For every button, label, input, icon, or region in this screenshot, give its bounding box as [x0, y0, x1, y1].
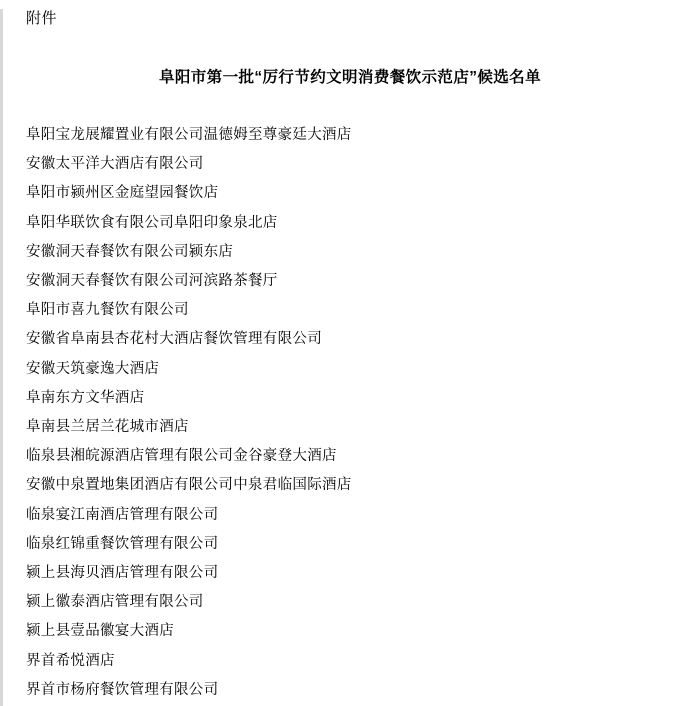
document-page [0, 9, 696, 705]
list-item: 界首希悦酒店 [26, 652, 115, 669]
list-item: 阜南县兰居兰花城市酒店 [26, 419, 189, 436]
page-title: 阜阳市第一批“厉行节约文明消费餐饮示范店”候选名单 [158, 69, 541, 86]
list-item: 阜阳华联饮食有限公司阜阳印象泉北店 [26, 214, 278, 231]
list-item: 安徽省阜南县杏花村大酒店餐饮管理有限公司 [26, 331, 322, 348]
list-item: 颍上县海贝酒店管理有限公司 [26, 565, 219, 582]
list-item: 临泉县湘皖源酒店管理有限公司金谷豪登大酒店 [26, 448, 337, 465]
list-item: 阜阳宝龙展耀置业有限公司温德姆至尊豪廷大酒店 [26, 127, 352, 143]
list-item: 安徽太平洋大酒店有限公司 [26, 156, 204, 173]
list-item: 临泉宴江南酒店管理有限公司 [26, 506, 219, 523]
attachment-label: 附件 [26, 10, 58, 27]
candidate-list [26, 121, 674, 705]
list-item: 临泉红锦重餐饮管理有限公司 [26, 535, 219, 552]
list-item: 安徽天筑豪逸大酒店 [26, 360, 160, 377]
list-item: 安徽中泉置地集团酒店有限公司中泉君临国际酒店 [26, 477, 352, 494]
list-item: 安徽洞天春餐饮有限公司河滨路茶餐厅 [26, 273, 278, 290]
list-item: 安徽洞天春餐饮有限公司颍东店 [26, 243, 234, 260]
list-item: 颍上县壹品徽宴大酒店 [26, 623, 174, 640]
list-item: 界首市杨府餐饮管理有限公司 [26, 681, 219, 698]
list-item: 阜阳市颍州区金庭望园餐饮店 [26, 185, 219, 202]
list-item: 阜阳市喜九餐饮有限公司 [26, 302, 189, 319]
list-item: 颍上徽泰酒店管理有限公司 [26, 594, 204, 611]
list-item: 阜南东方文华酒店 [26, 389, 145, 406]
